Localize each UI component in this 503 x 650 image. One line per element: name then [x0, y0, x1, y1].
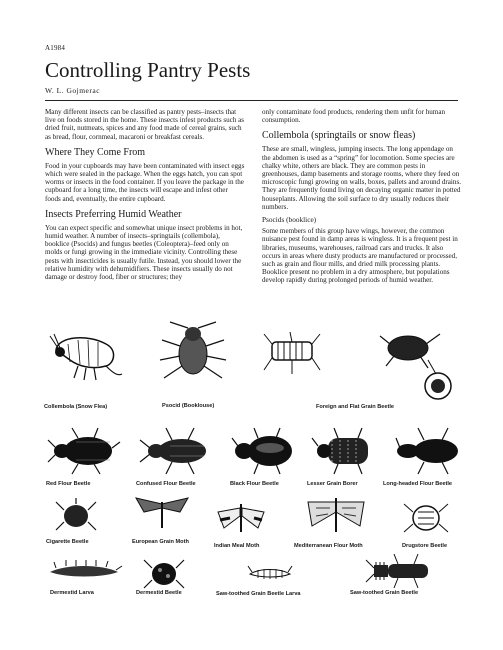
dermestid-beetle-illustration — [144, 556, 184, 590]
european-grain-moth-illustration — [134, 496, 190, 530]
label-dermestid-larva: Dermestid Larva — [50, 590, 94, 596]
red-flour-beetle-illustration — [48, 428, 120, 474]
flat-grain-beetle-illustration — [380, 326, 455, 406]
author: W. L. Gojmerac — [45, 86, 101, 95]
lesser-grain-borer-illustration — [312, 428, 378, 474]
heading-collembola: Collembola (springtails or snow fleas) — [262, 130, 416, 142]
mediterranean-flour-moth-illustration — [306, 494, 366, 534]
title-rule — [45, 100, 458, 101]
label-collembola: Collembola (Snow Flea) — [44, 404, 108, 410]
publication-number: A1984 — [45, 44, 66, 52]
left-column — [45, 108, 245, 284]
black-flour-beetle-illustration — [232, 428, 298, 474]
label-red-flour-beetle: Red Flour Beetle — [46, 481, 91, 487]
cigarette-beetle-illustration — [56, 498, 96, 532]
confused-flour-beetle-illustration — [140, 428, 212, 474]
label-mediterranean-flour-moth: Mediterranean Flour Moth — [294, 543, 363, 549]
drugstore-beetle-illustration — [404, 498, 448, 534]
label-dermestid-beetle: Dermestid Beetle — [136, 590, 182, 596]
label-foreign-grain-beetle: Foreign and Flat Grain Beetle — [316, 404, 395, 410]
label-saw-toothed-grain-beetle: Saw-toothed Grain Beetle — [350, 590, 419, 596]
intro-paragraph: Many different insects can be classified as pantry pests–insects that live on foods stored in the home. These insects infest products such as dried fruit, nutmeats, spices and any food made of cereal grains, such as bread, flour, cornmeal, macaroni or breakfast cereals. — [45, 108, 245, 141]
heading-humid-weather: Insects Preferring Humid Weather — [45, 208, 182, 220]
psocid-illustration — [158, 322, 228, 382]
heading-where-they-come-from: Where They Come From — [45, 146, 146, 158]
label-long-headed-flour-beetle: Long-headed Flour Beetle — [383, 481, 452, 487]
paragraph-collembola: These are small, wingless, jumping insects. The long appendage on the abdomen is used as a “spring” for locomotion. Some species are chalky white, others are black. They are common pests in greenhouses, damp basements and storage rooms, where they feed on microscopic fungi growing on walls, boxes, pallets and around drains. They are frequently found living on decaying organic matter in potted houseplants. Allowing the soil surface to dry usually reduces their numbers. — [262, 145, 461, 211]
paragraph-humid: You can expect specific and somewhat unique insect problems in hot, humid weather. A number of insects–springtails (collembola), booklice (Psocids) and fungus beetles (Coleoptera)–feed only on molds or fungi growing in the immediate vicinity. Controlling these pests with insecticides is usually futile. Instead, you should lower the relative humidity with dehumidifiers. These insects usually do not damage or destroy food, fiber or structures; they — [45, 223, 243, 282]
label-confused-flour-beetle: Confused Flour Beetle — [136, 481, 196, 487]
collembola-illustration — [48, 330, 123, 382]
indian-meal-moth-illustration — [214, 498, 268, 536]
saw-toothed-grain-beetle-larva-illustration — [248, 562, 292, 584]
paragraph-continued: only contaminate food products, rendering them unfit for human consumption. — [262, 108, 446, 125]
label-black-flour-beetle: Black Flour Beetle — [230, 481, 279, 487]
saw-toothed-grain-beetle-illustration — [366, 554, 434, 588]
heading-psocids: Psocids (booklice) — [262, 215, 317, 225]
page-title: Controlling Pantry Pests — [45, 58, 251, 82]
label-drugstore-beetle: Drugstore Beetle — [402, 543, 448, 549]
long-headed-flour-beetle-illustration — [396, 428, 462, 474]
paragraph-psocids: Some members of this group have wings, however, the common nuisance pest found in damp areas is wingless. It is a frequent pest in libraries, museums, warehouses, railroad cars and trucks. It also occurs in areas where dusty products are manufactured or processed, such as grain and flour mills, and dried milk processing plants. Booklice present no problem in a dry atmosphere, but populations develop rapidly during prolonged periods of humid weather. — [262, 227, 458, 285]
label-indian-meal-moth: Indian Meal Moth — [214, 543, 260, 549]
label-saw-toothed-grain-beetle-larva: Saw-toothed Grain Beetle Larva — [216, 591, 301, 597]
dermestid-larva-illustration — [46, 560, 122, 582]
foreign-grain-beetle-illustration — [262, 330, 322, 375]
label-european-grain-moth: European Grain Moth — [132, 539, 189, 545]
label-lesser-grain-borer: Lesser Grain Borer — [307, 481, 358, 487]
right-column — [262, 108, 462, 288]
paragraph-where: Food in your cupboards may have been contaminated with insect eggs which were sealed in the package. When the eggs hatch, you can spot worms or insects in the food container. If you leave the package in the cupboard for a long time, the insects will escape and infest other foods and, eventually, the entire cupboard. — [45, 161, 245, 203]
label-psocid: Psocid (Booklouse) — [162, 403, 215, 409]
label-cigarette-beetle: Cigarette Beetle — [46, 539, 89, 545]
